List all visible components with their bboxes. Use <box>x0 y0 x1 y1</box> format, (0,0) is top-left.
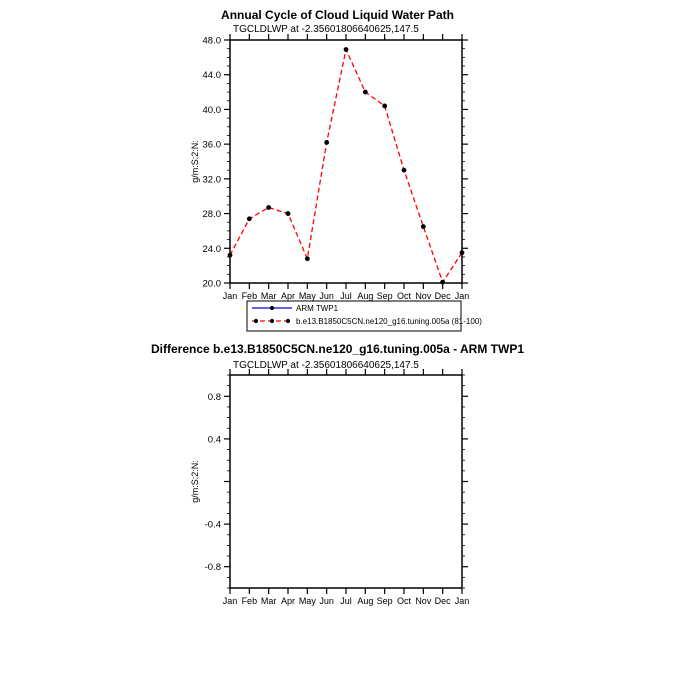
svg-text:Jan: Jan <box>454 291 470 301</box>
svg-text:g/m:S:2:N:: g/m:S:2:N: <box>190 140 200 183</box>
svg-text:May: May <box>298 596 316 606</box>
svg-text:24.0: 24.0 <box>202 243 221 255</box>
svg-text:48.0: 48.0 <box>202 35 221 47</box>
svg-text:Mar: Mar <box>260 596 277 606</box>
svg-text:Dec: Dec <box>434 596 451 606</box>
svg-text:Aug: Aug <box>357 596 374 606</box>
annual_cycle-plot <box>190 34 469 301</box>
svg-text:36.0: 36.0 <box>202 139 221 151</box>
svg-text:Mar: Mar <box>260 291 277 301</box>
svg-text:Aug: Aug <box>357 291 374 301</box>
top-chart-title: Annual Cycle of Cloud Liquid Water Path <box>221 8 454 22</box>
top-chart-legend <box>247 301 482 331</box>
svg-text:ARM TWP1: ARM TWP1 <box>296 304 339 313</box>
svg-text:Apr: Apr <box>280 291 296 301</box>
svg-text:Sep: Sep <box>376 596 393 606</box>
svg-text:Feb: Feb <box>241 291 258 301</box>
svg-text:28.0: 28.0 <box>202 209 221 221</box>
svg-text:Feb: Feb <box>241 596 258 606</box>
svg-text:Oct: Oct <box>396 291 412 301</box>
svg-text:40.0: 40.0 <box>202 104 221 116</box>
svg-text:g/m:S:2:N:: g/m:S:2:N: <box>190 460 200 503</box>
svg-text:Jun: Jun <box>319 291 334 301</box>
svg-text:Jul: Jul <box>340 596 352 606</box>
svg-text:Jan: Jan <box>222 596 238 606</box>
svg-text:-0.8: -0.8 <box>204 562 221 574</box>
svg-text:Oct: Oct <box>396 596 412 606</box>
top-chart-subtitle: TGCLDLWP at -2.35601806640625,147.5 <box>233 24 419 35</box>
svg-text:Sep: Sep <box>376 291 393 301</box>
svg-text:0.8: 0.8 <box>207 391 221 403</box>
svg-text:Jan: Jan <box>454 596 470 606</box>
svg-text:Nov: Nov <box>415 596 432 606</box>
svg-text:20.0: 20.0 <box>202 278 221 290</box>
svg-text:Dec: Dec <box>434 291 451 301</box>
bottom-chart-subtitle: TGCLDLWP at -2.35601806640625,147.5 <box>233 360 419 371</box>
svg-text:Jun: Jun <box>319 596 334 606</box>
difference-plot <box>190 369 469 606</box>
svg-text:Nov: Nov <box>415 291 432 301</box>
svg-text:-0.4: -0.4 <box>204 519 221 531</box>
svg-text:0.4: 0.4 <box>207 434 221 446</box>
svg-text:Jan: Jan <box>222 291 238 301</box>
svg-text:Jul: Jul <box>340 291 352 301</box>
svg-text:44.0: 44.0 <box>202 70 221 82</box>
bottom-chart-title: Difference b.e13.B1850C5CN.ne120_g16.tuning.005a - ARM TWP1 <box>150 342 524 356</box>
svg-text:May: May <box>298 291 316 301</box>
svg-text:32.0: 32.0 <box>202 174 221 186</box>
svg-text:b.e13.B1850C5CN.ne120_g16.tuni: b.e13.B1850C5CN.ne120_g16.tuning.005a (81-100) <box>296 317 482 326</box>
svg-text:Apr: Apr <box>280 596 296 606</box>
